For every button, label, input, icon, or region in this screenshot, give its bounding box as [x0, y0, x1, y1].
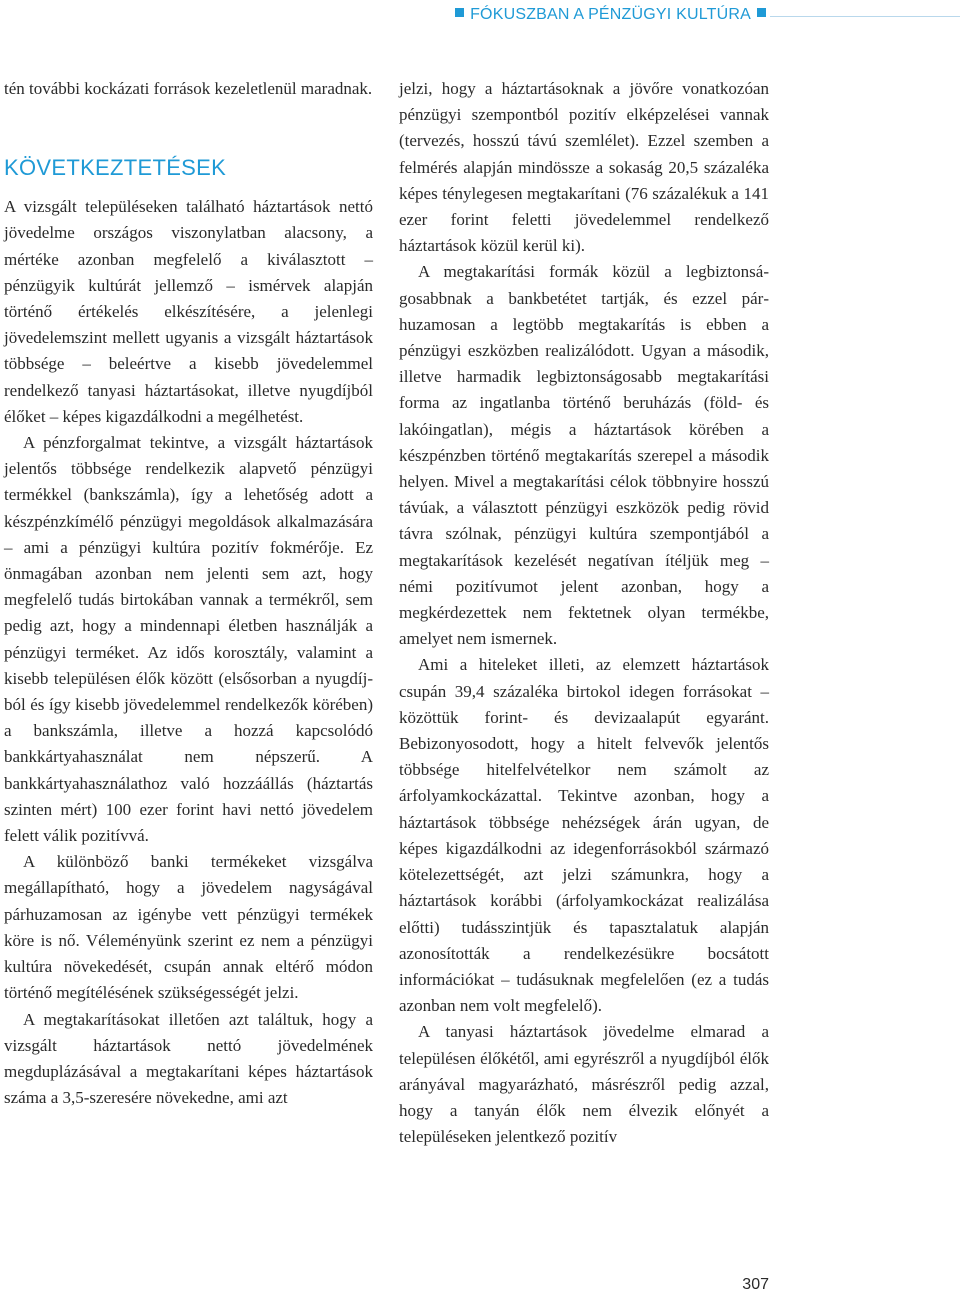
running-header — [424, 6, 766, 24]
page-number: 307 — [742, 1276, 769, 1293]
left-column — [4, 76, 373, 1111]
header-title: FÓKUSZBAN A PÉNZÜGYI KULTÚRA — [470, 6, 751, 23]
paragraph-continuation: tén további kockázati források kezeletlenül maradnak. — [4, 79, 373, 98]
paragraph: A tanyasi háztartások jövedelme elmarad a településen élőkétől, ami egyrészről a nyugdíjból élők arányával magyarázható, másrészről pedig azzal, hogy a tanyán élők nem élvezik előnyét a településeken jelentkező pozitív — [399, 1022, 769, 1147]
header-rule — [770, 16, 960, 17]
paragraph-continuation: jelzi, hogy a háztartásoknak a jövőre vonatkozóan pénzügyi szempontból pozitív elképzelései vannak (tervezés, hosszú távú szemlélet). Ezzel szemben a felmérés alapján mindössze a sokaság 20,5 százaléka képes ténylegesen megtakarítani (76 százalékuk a 141 ezer forint feletti jövedelemmel rendelkező háztartások közül kerül ki). — [399, 79, 769, 256]
right-column — [399, 76, 769, 1150]
paragraph: A pénzforgalmat tekintve, a vizsgált háztartások jelentős többsége rendelkezik alapvető pénzügyi termékkel (bankszámla), így a lehetőség adott a készpénzkímélő pénzügyi megoldások alkalmazására – ami a pénzügyi kultúra pozitív fokmérője. Ez önmagában azonban nem jelenti sem azt, hogy megfelelő tudás birtokában vannak a termékről, sem pedig azt, hogy a mindennapi életben használják a pénzügyi terméket. Az idős korosztály, valamint a kisebb településen élők között (elsősorban a nyugdíjból és így kisebb jövedelemmel rendelkezők körében) a bankszámla, illetve a hozzá kapcsolódó bankkártyahasználat nem népszerű. A bankkártyahasználathoz való hozzáállás (háztartás szinten mért) 100 ezer forint havi nettó jövedelem felett válik pozitívvá. — [4, 433, 373, 846]
paragraph: Ami a hiteleket illeti, az elemzett háztartások csupán 39,4 százaléka birtokol idegen forrásokat – közöttük forint- és devizaalapút egyaránt. Bebizonyosodott, hogy a hitelt felvevők jelentős többsége hitelfelvételkor nem számolt az árfolyamkockázattal. Tekintve azonban, hogy a háztartások többsége nehézségek árán ugyan, de képes kigazdálkodni az idegenforrásokból származó kötelezettségét, azt jelzi számunkra, hogy a háztartások korábbi (árfolyamkockázat realizálása előtti) tudásszintjük és tapasztalatuk alapján azonosították a rendelkezésükre bocsátott információkat – tudásuknak megfelelően (ez a tudás azonban nem volt megfelelő). — [399, 655, 769, 1016]
square-bullet-icon — [455, 8, 464, 17]
paragraph: A megtakarítási formák közül a legbiztonságosabbnak a bankbetétet tartják, és ezzel párhuzamosan a legtöbb megtakarítás is ebben a pénzügyi eszközben realizálódott. Ugyan a második, illetve harmadik legbiztonságosabb megtakarítási forma az ingatlanba történő beruházás (föld- és lakóingatlan), mégis a háztartások körében a készpénzben történő megtakarítás szerepel a második helyen. Mivel a megtakarítási célok többnyire hosszú távúak, a választott pénzügyi eszközök pedig rövid távra szólnak, pénzügyi kultúra szempontjából a megtakarítások kezelését negatívan ítéljük meg – némi pozitívumot jelent azonban, hogy a megkérdezettek nem fektetnek olyan termékbe, amelyet nem ismernek. — [399, 262, 769, 649]
paragraph: A különböző banki termékeket vizsgálva megállapítható, hogy a jövedelem nagyságával párhuzamosan az igénybe vett pénzügyi termékek köre is nő. Véleményünk szerint ez nem a pénzügyi kultúra növekedését, csupán annak eltérő módon történő megítélésének szükségességét jelzi. — [4, 852, 373, 1003]
section-heading: KÖVETKEZTETÉSEK — [4, 155, 227, 181]
square-bullet-icon — [757, 8, 766, 17]
paragraph: A megtakarításokat illetően azt találtuk, hogy a vizsgált háztartások nettó jövedelmének megduplázásával a megtakarítani képes háztartások száma a 3,5-szeresére növekedne, ami azt — [4, 1009, 373, 1108]
paragraph: A vizsgált településeken található háztartások nettó jövedelme országos viszonylatban alacsony, a mértéke azonban megfelelő a kiválasztott – pénzügyik kultúrát jellemző – ismérvek alapján történő értékelés elkészítésére, a jelenlegi jövedelemszint mellett ugyanis a vizsgált háztartások többsége – beleértve a kisebb jövedelemmel rendelkező tanyasi háztartásokat, illetve nyugdíjból élőket – képes kigazdálkodni a megélhetést. — [4, 197, 373, 426]
page-header — [0, 0, 960, 34]
